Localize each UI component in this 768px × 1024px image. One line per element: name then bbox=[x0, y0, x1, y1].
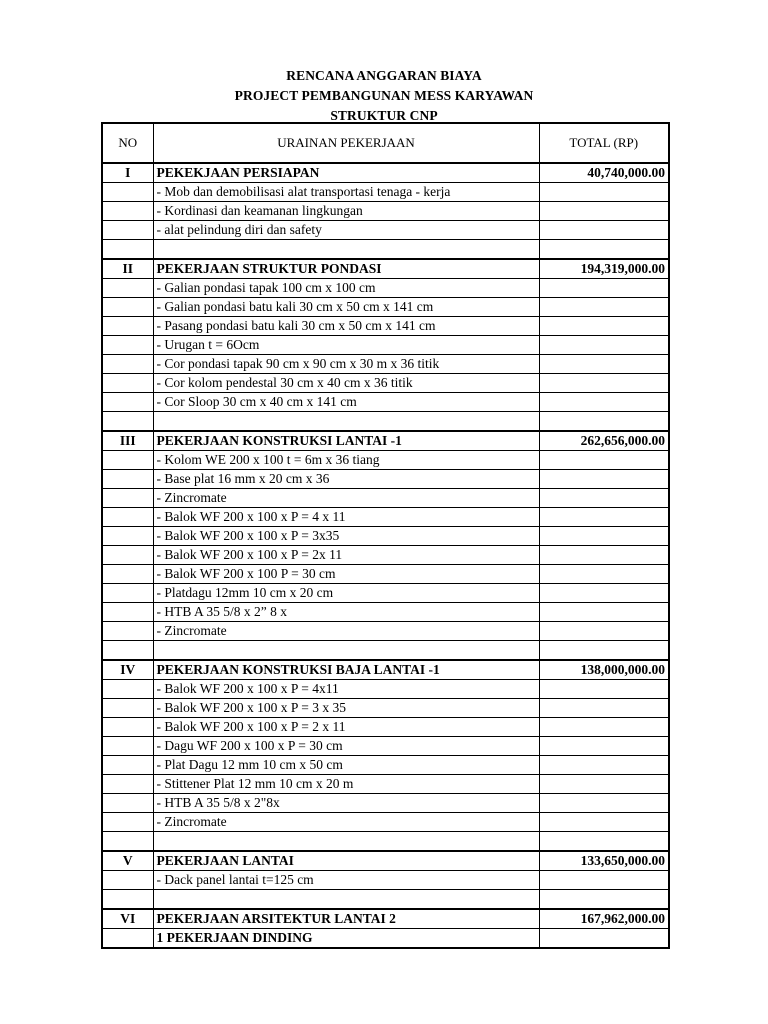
table-row bbox=[102, 451, 669, 470]
cell-total bbox=[539, 412, 669, 432]
table-blank-row bbox=[102, 890, 669, 910]
table-row bbox=[102, 699, 669, 718]
cell-description: - Galian pondasi tapak 100 cm x 100 cm bbox=[153, 279, 539, 298]
table-section-row bbox=[102, 660, 669, 680]
cell-description: - Kordinasi dan keamanan lingkungan bbox=[153, 202, 539, 221]
cell-no bbox=[102, 336, 153, 355]
cell-no bbox=[102, 546, 153, 565]
cell-description: 1 PEKERJAAN DINDING bbox=[153, 929, 539, 949]
table-row bbox=[102, 565, 669, 584]
cell-no bbox=[102, 298, 153, 317]
cell-total bbox=[539, 374, 669, 393]
cell-no bbox=[102, 279, 153, 298]
header-description: URAINAN PEKERJAAN bbox=[153, 123, 539, 163]
cell-total bbox=[539, 584, 669, 603]
cell-total: 138,000,000.00 bbox=[539, 660, 669, 680]
cell-total bbox=[539, 680, 669, 699]
cell-no bbox=[102, 489, 153, 508]
table-row bbox=[102, 775, 669, 794]
cell-no: III bbox=[102, 431, 153, 451]
cell-no bbox=[102, 622, 153, 641]
cell-no bbox=[102, 470, 153, 489]
table-row bbox=[102, 813, 669, 832]
cell-total bbox=[539, 756, 669, 775]
cell-total bbox=[539, 183, 669, 202]
cell-description: PEKERJAAN KONSTRUKSI BAJA LANTAI -1 bbox=[153, 660, 539, 680]
table-row bbox=[102, 929, 669, 949]
cell-total bbox=[539, 202, 669, 221]
cell-total bbox=[539, 355, 669, 374]
cell-no bbox=[102, 393, 153, 412]
cell-total: 40,740,000.00 bbox=[539, 163, 669, 183]
cell-description: - Mob dan demobilisasi alat transportasi tenaga - kerja bbox=[153, 183, 539, 202]
table-row bbox=[102, 298, 669, 317]
table-row bbox=[102, 527, 669, 546]
table-blank-row bbox=[102, 240, 669, 260]
cell-description bbox=[153, 240, 539, 260]
cell-no bbox=[102, 775, 153, 794]
cell-description: - Cor kolom pendestal 30 cm x 40 cm x 36 titik bbox=[153, 374, 539, 393]
header-no: NO bbox=[102, 123, 153, 163]
table-section-row bbox=[102, 163, 669, 183]
cell-description: - Dack panel lantai t=125 cm bbox=[153, 871, 539, 890]
header-total: TOTAL (RP) bbox=[539, 123, 669, 163]
cell-description: - Zincromate bbox=[153, 622, 539, 641]
table-row bbox=[102, 221, 669, 240]
table-blank-row bbox=[102, 412, 669, 432]
table-section-row bbox=[102, 431, 669, 451]
cell-description: - Kolom WE 200 x 100 t = 6m x 36 tiang bbox=[153, 451, 539, 470]
cell-total bbox=[539, 393, 669, 412]
cell-total: 133,650,000.00 bbox=[539, 851, 669, 871]
cell-description: - alat pelindung diri dan safety bbox=[153, 221, 539, 240]
cell-description: - Plat Dagu 12 mm 10 cm x 50 cm bbox=[153, 756, 539, 775]
cell-no: I bbox=[102, 163, 153, 183]
cell-total bbox=[539, 298, 669, 317]
table-row bbox=[102, 489, 669, 508]
cell-description: - Platdagu 12mm 10 cm x 20 cm bbox=[153, 584, 539, 603]
table-section-row bbox=[102, 909, 669, 929]
cell-total bbox=[539, 699, 669, 718]
budget-table bbox=[101, 122, 670, 949]
cell-no bbox=[102, 451, 153, 470]
title-line-2: PROJECT PEMBANGUNAN MESS KARYAWAN bbox=[234, 88, 534, 103]
cell-no bbox=[102, 890, 153, 910]
cell-no bbox=[102, 871, 153, 890]
cell-total bbox=[539, 813, 669, 832]
table-row bbox=[102, 546, 669, 565]
cell-no: IV bbox=[102, 660, 153, 680]
table-row bbox=[102, 756, 669, 775]
table-row bbox=[102, 183, 669, 202]
cell-description: PEKERJAAN STRUKTUR PONDASI bbox=[153, 259, 539, 279]
table-row bbox=[102, 737, 669, 756]
cell-description: - Stittener Plat 12 mm 10 cm x 20 m bbox=[153, 775, 539, 794]
cell-description: - Base plat 16 mm x 20 cm x 36 bbox=[153, 470, 539, 489]
cell-total bbox=[539, 470, 669, 489]
table-row bbox=[102, 718, 669, 737]
cell-total bbox=[539, 794, 669, 813]
cell-total bbox=[539, 890, 669, 910]
cell-no bbox=[102, 508, 153, 527]
cell-total bbox=[539, 317, 669, 336]
cell-total bbox=[539, 775, 669, 794]
cell-no: VI bbox=[102, 909, 153, 929]
title-line-1: RENCANA ANGGARAN BIAYA bbox=[286, 68, 482, 83]
cell-description: - Pasang pondasi batu kali 30 cm x 50 cm x 141 cm bbox=[153, 317, 539, 336]
cell-total bbox=[539, 240, 669, 260]
cell-total: 194,319,000.00 bbox=[539, 259, 669, 279]
cell-no bbox=[102, 641, 153, 661]
table-blank-row bbox=[102, 641, 669, 661]
cell-no bbox=[102, 737, 153, 756]
table-row bbox=[102, 603, 669, 622]
cell-description: - HTB A 35 5/8 x 2"8x bbox=[153, 794, 539, 813]
cell-description: - Zincromate bbox=[153, 489, 539, 508]
cell-description: - Balok WF 200 x 100 x P = 2 x 11 bbox=[153, 718, 539, 737]
table-row bbox=[102, 508, 669, 527]
cell-no bbox=[102, 794, 153, 813]
cell-no bbox=[102, 718, 153, 737]
cell-no bbox=[102, 221, 153, 240]
cell-total bbox=[539, 451, 669, 470]
table-row bbox=[102, 470, 669, 489]
document-title-block bbox=[0, 66, 768, 126]
cell-description: - Urugan t = 6Ocm bbox=[153, 336, 539, 355]
table-row bbox=[102, 622, 669, 641]
cell-total bbox=[539, 336, 669, 355]
table-row bbox=[102, 374, 669, 393]
cell-total bbox=[539, 508, 669, 527]
cell-description: - Balok WF 200 x 100 P = 30 cm bbox=[153, 565, 539, 584]
cell-no bbox=[102, 832, 153, 852]
table-row bbox=[102, 794, 669, 813]
cell-no bbox=[102, 756, 153, 775]
table-section-row bbox=[102, 851, 669, 871]
cell-total: 262,656,000.00 bbox=[539, 431, 669, 451]
cell-no bbox=[102, 929, 153, 949]
cell-description: - HTB A 35 5/8 x 2” 8 x bbox=[153, 603, 539, 622]
cell-no bbox=[102, 355, 153, 374]
cell-total bbox=[539, 603, 669, 622]
cell-no bbox=[102, 317, 153, 336]
cell-description bbox=[153, 890, 539, 910]
cell-description: PEKERJAAN ARSITEKTUR LANTAI 2 bbox=[153, 909, 539, 929]
table-row bbox=[102, 279, 669, 298]
table-row bbox=[102, 584, 669, 603]
cell-total bbox=[539, 641, 669, 661]
table-row bbox=[102, 336, 669, 355]
table-blank-row bbox=[102, 832, 669, 852]
cell-description: - Balok WF 200 x 100 x P = 4x11 bbox=[153, 680, 539, 699]
cell-no bbox=[102, 374, 153, 393]
cell-description: - Balok WF 200 x 100 x P = 4 x 11 bbox=[153, 508, 539, 527]
cell-description bbox=[153, 641, 539, 661]
cell-description bbox=[153, 412, 539, 432]
cell-total bbox=[539, 489, 669, 508]
cell-no bbox=[102, 680, 153, 699]
cell-description: PEKEKJAAN PERSIAPAN bbox=[153, 163, 539, 183]
cell-total bbox=[539, 871, 669, 890]
cell-total bbox=[539, 546, 669, 565]
cell-total bbox=[539, 929, 669, 949]
cell-description: - Galian pondasi batu kali 30 cm x 50 cm x 141 cm bbox=[153, 298, 539, 317]
table-row bbox=[102, 393, 669, 412]
cell-no bbox=[102, 202, 153, 221]
cell-no bbox=[102, 183, 153, 202]
cell-description: PEKERJAAN LANTAI bbox=[153, 851, 539, 871]
table-header-row bbox=[102, 123, 669, 163]
cell-no bbox=[102, 527, 153, 546]
cell-no: V bbox=[102, 851, 153, 871]
table-row bbox=[102, 680, 669, 699]
table-body bbox=[102, 163, 669, 948]
cell-no bbox=[102, 584, 153, 603]
cell-description: - Cor pondasi tapak 90 cm x 90 cm x 30 m x 36 titik bbox=[153, 355, 539, 374]
cell-total bbox=[539, 622, 669, 641]
cell-description: PEKERJAAN KONSTRUKSI LANTAI -1 bbox=[153, 431, 539, 451]
cell-total bbox=[539, 832, 669, 852]
table-row bbox=[102, 317, 669, 336]
cell-description: - Balok WF 200 x 100 x P = 2x 11 bbox=[153, 546, 539, 565]
cell-no bbox=[102, 813, 153, 832]
table-section-row bbox=[102, 259, 669, 279]
cell-total bbox=[539, 565, 669, 584]
cell-total bbox=[539, 221, 669, 240]
table-row bbox=[102, 871, 669, 890]
cell-no bbox=[102, 565, 153, 584]
cell-no bbox=[102, 412, 153, 432]
cell-description: - Cor Sloop 30 cm x 40 cm x 141 cm bbox=[153, 393, 539, 412]
cell-no bbox=[102, 603, 153, 622]
cell-description bbox=[153, 832, 539, 852]
cell-total bbox=[539, 718, 669, 737]
table-row bbox=[102, 202, 669, 221]
cell-no bbox=[102, 240, 153, 260]
cell-total bbox=[539, 527, 669, 546]
cell-no bbox=[102, 699, 153, 718]
title-line-3: STRUKTUR CNP bbox=[330, 108, 438, 123]
cell-description: - Dagu WF 200 x 100 x P = 30 cm bbox=[153, 737, 539, 756]
cell-no: II bbox=[102, 259, 153, 279]
cell-description: - Balok WF 200 x 100 x P = 3x35 bbox=[153, 527, 539, 546]
cell-total bbox=[539, 279, 669, 298]
table-row bbox=[102, 355, 669, 374]
cell-total: 167,962,000.00 bbox=[539, 909, 669, 929]
cell-description: - Balok WF 200 x 100 x P = 3 x 35 bbox=[153, 699, 539, 718]
cell-description: - Zincromate bbox=[153, 813, 539, 832]
cell-total bbox=[539, 737, 669, 756]
